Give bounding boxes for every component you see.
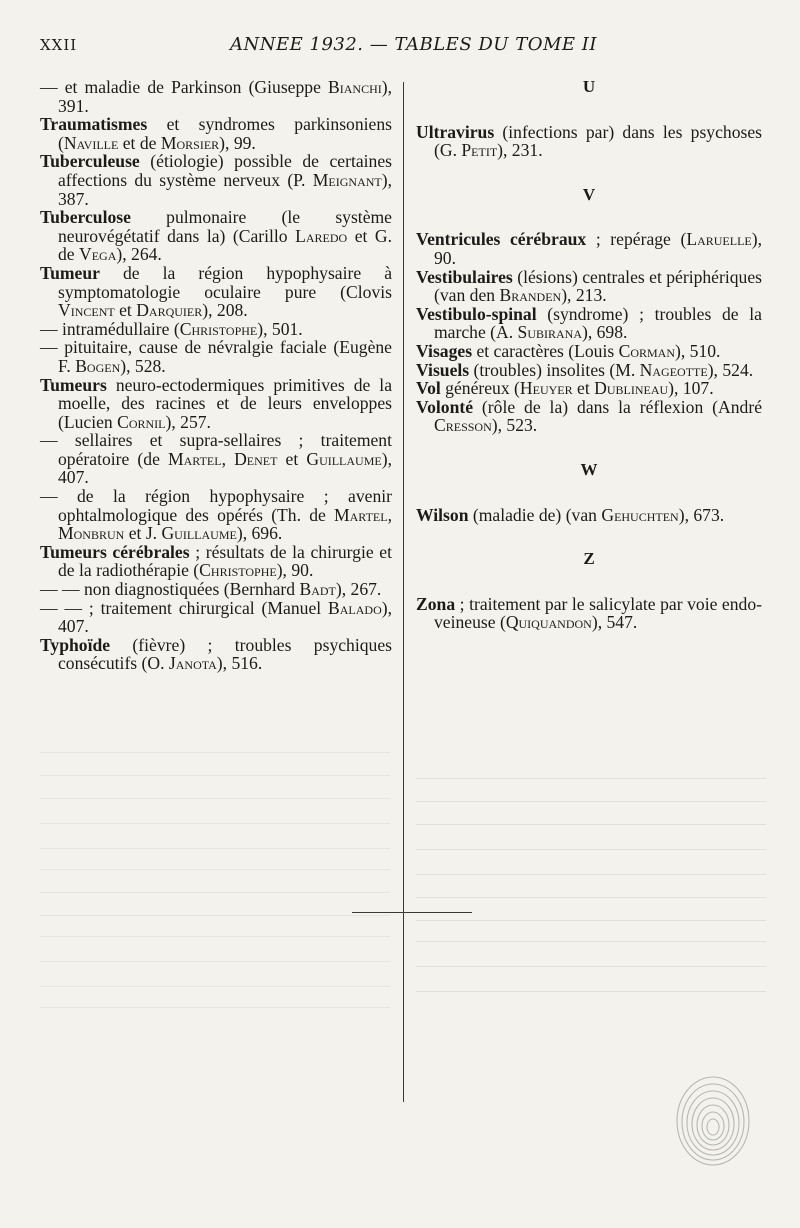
entry-heading: Tuberculeuse <box>40 151 140 172</box>
author-name: Meignant <box>312 169 382 190</box>
author-name: Nageotte <box>639 359 708 380</box>
entry-text: ), 387. <box>58 169 392 209</box>
entry-text: ; repérage ( <box>586 229 687 250</box>
entry-heading: Vestibulaires <box>416 266 513 287</box>
entry-text: (lésions) centrales et périphériques (van den <box>434 266 762 306</box>
author-name: Laredo <box>295 225 348 246</box>
entry-text: et caractères (Louis <box>472 340 619 361</box>
entry-text: ), 407. <box>58 597 392 637</box>
entry-heading: Visuels <box>416 359 470 380</box>
index-entry <box>416 268 762 305</box>
section-letter: U <box>582 77 596 96</box>
column-divider <box>403 82 404 1102</box>
entry-text: et G. de <box>58 225 392 265</box>
right-column <box>416 78 762 632</box>
index-entry <box>416 342 762 361</box>
entry-text: et syndromes parkinsoniens ( <box>58 114 392 153</box>
author-name: Dublineau <box>594 378 669 399</box>
thumbprint-smudge <box>672 1072 754 1170</box>
entry-text: généreux ( <box>440 378 520 399</box>
entry-text: , <box>387 504 392 525</box>
entry-heading: Tuberculose <box>40 207 131 228</box>
entry-text: ; résultats de la chirurgie et de la radiothérapie ( <box>58 541 392 581</box>
section-letter: W <box>580 459 598 479</box>
index-entry <box>40 636 392 673</box>
author-name: Naville <box>63 132 119 153</box>
author-name: Subirana <box>517 322 582 343</box>
author-name: Vega <box>79 244 117 265</box>
entry-heading: Vestibulo-spinal <box>416 303 537 324</box>
entry-text: — intramédullaire ( <box>40 318 180 339</box>
index-entry <box>40 599 392 636</box>
index-entry <box>416 595 762 632</box>
index-entry <box>40 320 392 339</box>
entry-text: ), 99. <box>219 132 256 153</box>
entry-text: ), 90. <box>276 560 314 581</box>
author-name: Cresson <box>434 415 492 436</box>
index-entry <box>40 338 392 375</box>
author-name: Quiquandon <box>505 612 592 633</box>
index-entry <box>416 506 762 525</box>
author-name: Laruelle <box>686 229 752 250</box>
index-entry <box>40 543 392 580</box>
index-entry <box>416 305 762 342</box>
author-name: Janota <box>168 653 217 674</box>
entry-text: ), 698. <box>581 322 628 343</box>
entry-text: — de la région hypophysaire ; avenir ophtalmologique des opérés (Th. de <box>40 486 392 525</box>
entry-text: ), 391. <box>58 77 392 116</box>
author-name: Monbrun <box>58 523 125 544</box>
index-entry <box>40 78 392 115</box>
entry-text: ), 231. <box>497 140 543 161</box>
entry-text: pulmonaire (le système neurovégétatif dans la) (Carillo <box>58 207 392 246</box>
section-letter: Z <box>583 549 595 569</box>
page-number: XXII <box>40 36 78 54</box>
entry-text: ), 524. <box>707 359 754 380</box>
entry-text: (étiologie) possible de certaines affections du système nerveux (P. <box>58 151 392 190</box>
entry-heading: Ultravirus <box>416 121 495 142</box>
index-entry <box>40 431 392 487</box>
entry-text: ), 208. <box>202 300 248 321</box>
entry-heading: Wilson <box>416 504 469 525</box>
index-entry <box>40 208 392 264</box>
author-name: Guillaume <box>306 448 382 469</box>
entry-heading: Volonté <box>416 396 474 417</box>
index-entry <box>40 580 392 599</box>
bleed-through-texture-left <box>40 730 390 1200</box>
entry-text: ), 107. <box>668 378 714 399</box>
entry-text: ), 407. <box>58 448 392 488</box>
entry-text: — — non diagnostiquées (Bernhard <box>40 579 300 600</box>
author-name: Branden <box>499 285 562 306</box>
entry-text: — — ; traitement chirurgical (Manuel <box>40 597 328 618</box>
entry-text: et <box>572 378 595 399</box>
author-name: Christophe <box>179 318 258 339</box>
entry-heading: Tumeurs cérébrales <box>40 541 190 562</box>
author-name: Morsier <box>160 132 220 153</box>
entry-text: (infections par) dans les psychoses (G. <box>434 121 762 161</box>
index-entry <box>40 152 392 208</box>
entry-text: , <box>221 448 235 469</box>
entry-heading: Traumatismes <box>40 114 148 135</box>
author-name: Bianchi <box>328 77 382 97</box>
entry-text: ), 90. <box>434 229 762 268</box>
entry-heading: Visages <box>416 340 473 361</box>
entry-heading: Tumeurs <box>40 374 107 395</box>
index-entry <box>40 264 392 320</box>
entry-text: ), 510. <box>675 340 721 361</box>
left-column <box>40 78 392 673</box>
entry-text: ), 696. <box>236 523 283 544</box>
author-name: Cornil <box>117 411 166 432</box>
entry-text: ), 547. <box>591 612 638 633</box>
entry-text: ), 501. <box>257 318 303 339</box>
index-entry <box>416 398 762 435</box>
entry-text: et de <box>118 132 161 153</box>
entry-text: — et maladie de Parkinson (Giuseppe <box>40 77 328 97</box>
entry-heading: Ventricules cérébraux <box>416 229 587 250</box>
author-name: Denet <box>234 448 278 469</box>
author-name: Badt <box>299 579 336 600</box>
entry-heading: Typhoïde <box>40 634 111 655</box>
section-letter: V <box>582 184 596 204</box>
entry-text: ), 264. <box>116 244 162 265</box>
entry-text: ), 267. <box>335 579 382 600</box>
entry-heading: Zona <box>416 593 456 614</box>
entry-text: (fièvre) ; troubles psychiques consécutifs (O. <box>58 634 392 674</box>
entry-text: (syndrome) ; troubles de la marche (A. <box>434 303 762 343</box>
author-name: Christophe <box>199 560 277 581</box>
entry-text: (rôle de la) dans la réflexion (André <box>473 396 762 417</box>
entry-text: neuro-ectodermiques primitives de la moelle, des racines et de leurs enveloppes (Lucien <box>58 374 392 432</box>
entry-heading: Vol <box>416 378 441 399</box>
entry-text: (maladie de) (van <box>468 504 602 525</box>
index-entry <box>416 361 762 380</box>
author-name: Balado <box>328 597 382 618</box>
index-entry <box>416 230 762 267</box>
running-header <box>40 34 760 58</box>
entry-text: et <box>277 448 307 469</box>
author-name: Darquier <box>136 300 203 321</box>
author-name: Martel <box>334 504 388 525</box>
entry-text: — sellaires et supra-sellaires ; traitement opératoire (de <box>40 430 392 469</box>
author-name: Gehuchten <box>601 504 679 525</box>
index-entry <box>416 379 762 398</box>
entry-text: ), 257. <box>165 411 211 432</box>
author-name: Petit <box>461 140 498 161</box>
author-name: Corman <box>618 340 676 361</box>
entry-text: ), 523. <box>491 415 538 436</box>
entry-text: ), 673. <box>678 504 725 525</box>
author-name: Martel <box>167 448 222 469</box>
entry-text: et J. <box>124 523 162 544</box>
index-entry <box>40 376 392 432</box>
index-entry <box>416 123 762 160</box>
entry-text: ; traitement par le salicylate par voie endo-veineuse ( <box>434 593 762 633</box>
entry-text: (troubles) insolites (M. <box>469 359 640 380</box>
entry-text: ), 528. <box>120 355 166 376</box>
entry-text: ), 213. <box>561 285 607 306</box>
entry-text: de la région hypophysaire à symptomatologie oculaire pure (Clovis <box>58 262 392 302</box>
author-name: Bogen <box>75 355 121 376</box>
author-name: Vincent <box>58 300 115 321</box>
running-title: ANNEE 1932. — TABLES DU TOME II <box>230 34 597 55</box>
index-entry <box>40 487 392 543</box>
index-entry <box>40 115 392 152</box>
entry-heading: Tumeur <box>40 262 100 283</box>
author-name: Guillaume <box>161 523 237 544</box>
entry-text: ), 516. <box>216 653 263 674</box>
author-name: Heuyer <box>519 378 573 399</box>
entry-text: — pituitaire, cause de névralgie faciale (Eugène F. <box>40 337 392 376</box>
entry-text: et <box>114 300 137 321</box>
